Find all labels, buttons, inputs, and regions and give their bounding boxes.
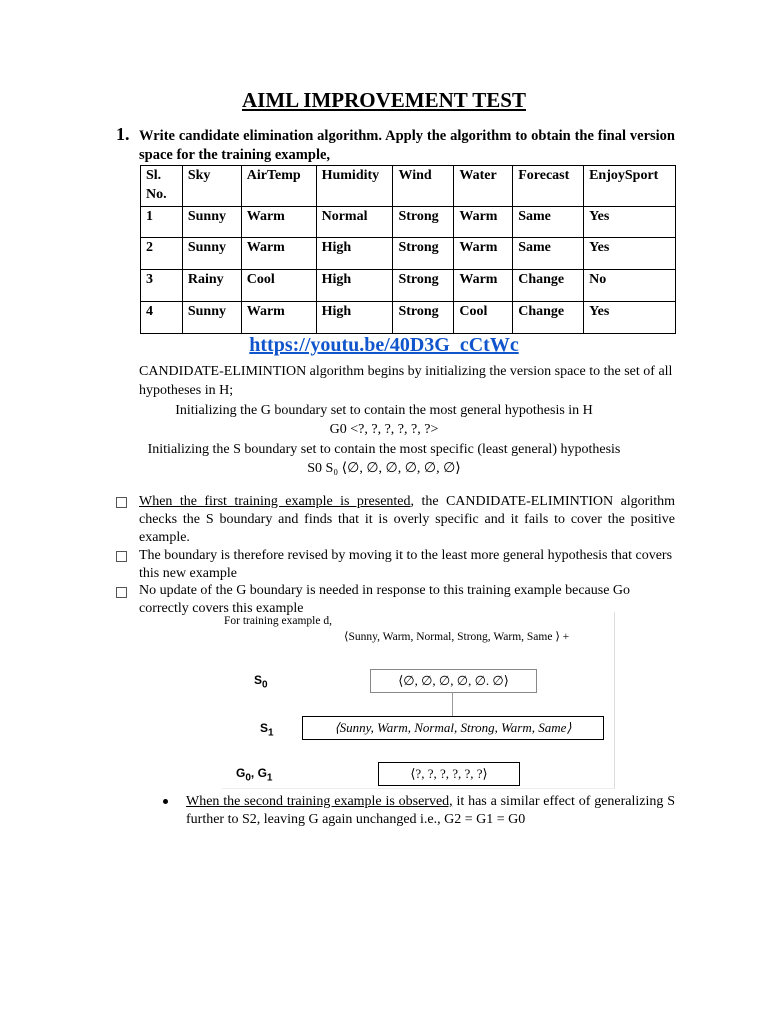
version-space-figure xyxy=(222,612,615,789)
table-cell: Warm xyxy=(454,270,513,302)
table-header: Wind xyxy=(393,166,454,207)
table-cell: Rainy xyxy=(182,270,241,302)
s0-box: ⟨∅, ∅, ∅, ∅, ∅. ∅⟩ xyxy=(370,669,537,693)
table-cell: Sunny xyxy=(182,302,241,334)
table-cell: Warm xyxy=(454,238,513,270)
s0-label xyxy=(254,673,268,690)
s1-label-sub: 1 xyxy=(268,727,274,739)
table-cell: Change xyxy=(513,302,584,334)
table-cell: 4 xyxy=(141,302,183,334)
table-cell: Yes xyxy=(584,238,676,270)
checkbox-bullet-icon xyxy=(116,587,127,598)
table-row xyxy=(141,302,676,334)
s1-box: ⟨Sunny, Warm, Normal, Strong, Warm, Same⟩ xyxy=(302,716,604,740)
table-cell: Cool xyxy=(241,270,316,302)
g-init-text: Initializing the G boundary set to contain the most general hypothesis in H xyxy=(175,403,593,418)
table-cell: Warm xyxy=(241,207,316,238)
table-header: Humidity xyxy=(316,166,393,207)
arrow-connector xyxy=(452,692,453,716)
table-cell: Same xyxy=(513,207,584,238)
table-cell: Warm xyxy=(454,207,513,238)
table-cell: Strong xyxy=(393,238,454,270)
table-header: AirTemp xyxy=(241,166,316,207)
bullet-underlined-text: When the first training example is presented xyxy=(139,494,411,509)
s0-label-sub: 0 xyxy=(262,679,268,691)
table-cell: Change xyxy=(513,270,584,302)
g-label-sub1: 1 xyxy=(266,772,273,784)
table-cell: Strong xyxy=(393,302,454,334)
table-cell: Normal xyxy=(316,207,393,238)
table-cell: Yes xyxy=(584,302,676,334)
second-text: it has a similar effect of generalizing S further to S2, leaving G again unchanged i.e., G2 = G1 = G0 xyxy=(186,794,676,827)
s1-label-main: S xyxy=(260,721,269,735)
table-cell: 1 xyxy=(141,207,183,238)
intro-paragraph: CANDIDATE-ELIMINTION algorithm begins by initializing the version space to the set of all hypotheses in H; xyxy=(139,364,673,398)
table-cell: 2 xyxy=(141,238,183,270)
table-cell: Warm xyxy=(241,238,316,270)
second-example-paragraph xyxy=(186,793,675,829)
table-header: Sl. No. xyxy=(141,166,183,207)
table-cell: 3 xyxy=(141,270,183,302)
youtube-link[interactable]: https://youtu.be/40D3G_cCtWc xyxy=(249,334,519,356)
g-box: ⟨?, ?, ?, ?, ?, ?⟩ xyxy=(378,762,520,786)
figure-example: ⟨Sunny, Warm, Normal, Strong, Warm, Same ⟩ + xyxy=(344,631,570,643)
page-title: AIML IMPROVEMENT TEST xyxy=(242,88,526,112)
s0-hypothesis: S0 S₀ ⟨∅, ∅, ∅, ∅, ∅, ∅⟩ xyxy=(307,461,461,476)
table-row xyxy=(141,238,676,270)
bullet-text: No update of the G boundary is needed in response to this training example because Go correctly covers this example xyxy=(139,583,631,616)
question-number: 1. xyxy=(116,124,130,144)
s0-label-main: S xyxy=(254,673,263,687)
bullet-text: The boundary is therefore revised by moving it to the least more general hypothesis that covers this new example xyxy=(139,548,673,581)
bullet-dot-icon xyxy=(163,799,168,804)
table-row xyxy=(141,207,676,238)
table-cell: Cool xyxy=(454,302,513,334)
table-cell: Sunny xyxy=(182,238,241,270)
figure-caption: For training example d, xyxy=(224,615,332,627)
table-header: Forecast xyxy=(513,166,584,207)
bullet-paragraph xyxy=(139,547,675,583)
table-header-row xyxy=(141,166,676,207)
table-cell: No xyxy=(584,270,676,302)
bullet-paragraph xyxy=(139,493,675,547)
table-header: Water xyxy=(454,166,513,207)
table-cell: High xyxy=(316,270,393,302)
table-header: EnjoySport xyxy=(584,166,676,207)
checkbox-bullet-icon xyxy=(116,497,127,508)
table-header: Sky xyxy=(182,166,241,207)
g-label-sep: , G xyxy=(250,766,267,780)
table-cell: Warm xyxy=(241,302,316,334)
table-cell: Strong xyxy=(393,270,454,302)
s1-label xyxy=(260,721,274,738)
g-label-sub0: 0 xyxy=(245,772,251,784)
second-underlined-text: When the second training example is observed, xyxy=(186,794,453,809)
g-label xyxy=(236,766,272,783)
table-cell: Same xyxy=(513,238,584,270)
g0-hypothesis: G0 <?, ?, ?, ?, ?, ?> xyxy=(329,422,439,437)
g-label-main: G xyxy=(236,766,246,780)
question-text: Write candidate elimination algorithm. Apply the algorithm to obtain the final version space for the training example, xyxy=(139,128,675,163)
bullet-text: , the CANDIDATE-ELIMINTION algorithm checks the S boundary and finds that it is overly specific and it fails to cover the positive example. xyxy=(139,494,676,545)
table-cell: Yes xyxy=(584,207,676,238)
table-row xyxy=(141,270,676,302)
table-cell: Strong xyxy=(393,207,454,238)
s-init-text: Initializing the S boundary set to contain the most specific (least general) hypothesis xyxy=(147,442,621,457)
checkbox-bullet-icon xyxy=(116,551,127,562)
training-table xyxy=(140,165,676,334)
table-cell: High xyxy=(316,238,393,270)
table-cell: Sunny xyxy=(182,207,241,238)
table-cell: High xyxy=(316,302,393,334)
